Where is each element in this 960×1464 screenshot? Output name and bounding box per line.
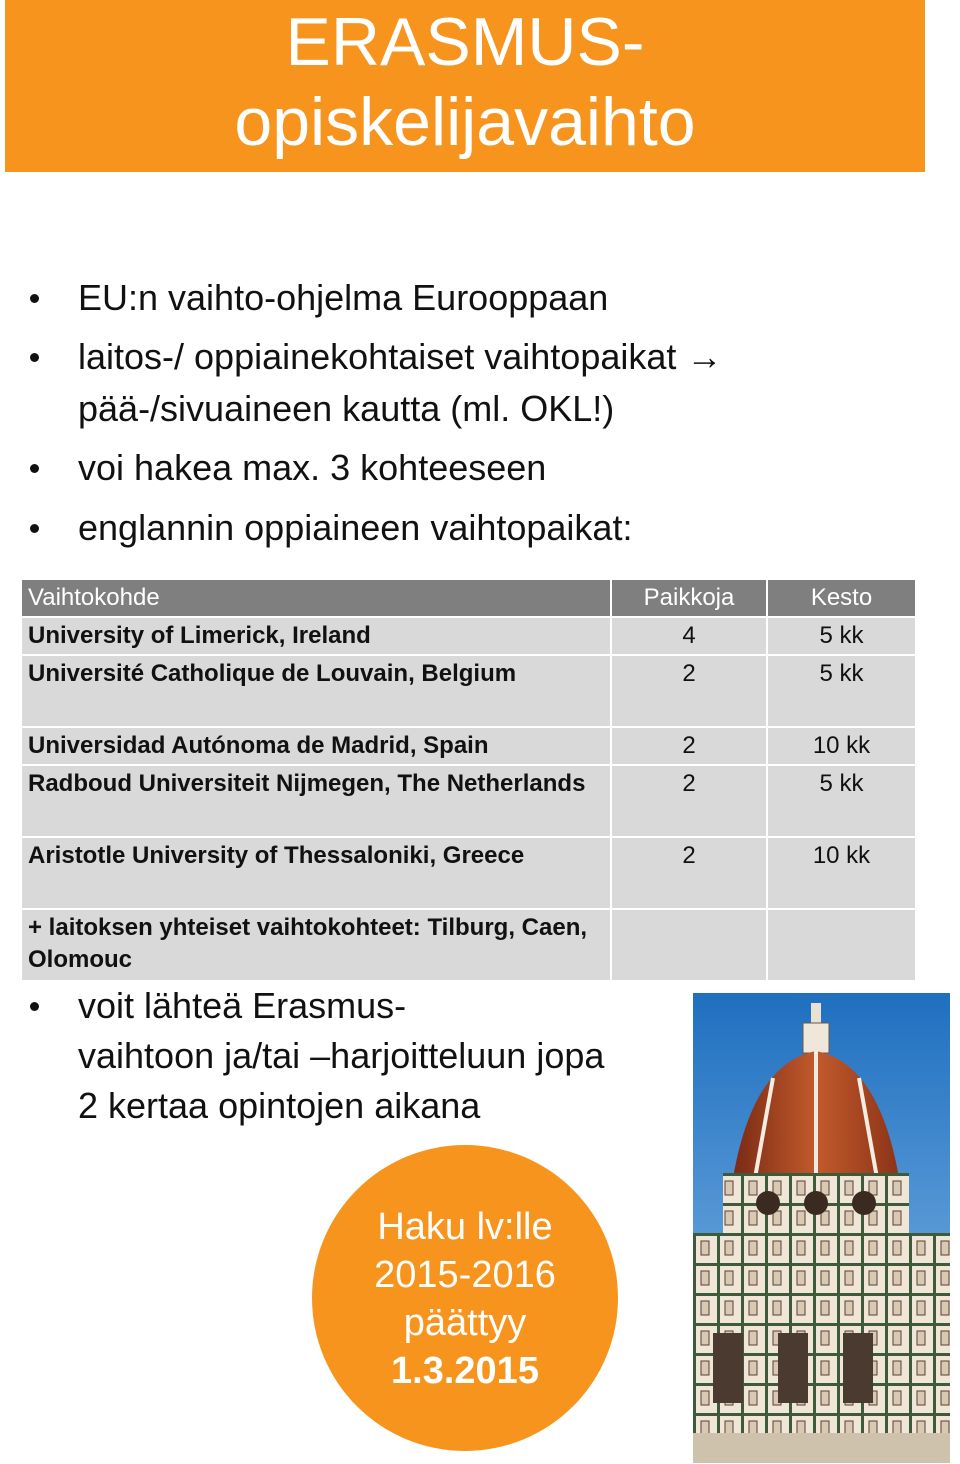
bullet-dot-icon (30, 294, 39, 303)
cell-places: 2 (611, 765, 767, 837)
callout-deadline-date: 1.3.2015 (391, 1350, 539, 1392)
table-row (21, 655, 916, 727)
cell-places (611, 909, 767, 981)
cell-destination: University of Limerick, Ireland (21, 617, 611, 655)
bullet-dot-icon (30, 524, 39, 533)
table-row (21, 617, 916, 655)
cell-destination: Université Catholique de Louvain, Belgium (21, 655, 611, 727)
bullet-dot-icon (30, 464, 39, 473)
title-banner (5, 0, 925, 172)
callout-line-1: Haku lv:lle (377, 1206, 553, 1248)
cell-duration: 10 kk (767, 727, 916, 765)
callout-line-3: päättyy (403, 1302, 527, 1344)
title-line-1: ERASMUS- (285, 4, 645, 80)
florence-cathedral-photo-icon (693, 993, 950, 1463)
deadline-callout (312, 1145, 618, 1451)
table-row (21, 909, 916, 981)
cell-places: 2 (611, 655, 767, 727)
cell-duration: 10 kk (767, 837, 916, 909)
cell-destination: Radboud Universiteit Nijmegen, The Netherlands (21, 765, 611, 837)
title-line-2: opiskelijavaihto (234, 84, 696, 160)
cell-duration (767, 909, 916, 981)
cell-destination: Aristotle University of Thessaloniki, Greece (21, 837, 611, 909)
cell-places: 2 (611, 837, 767, 909)
column-header-destination: Vaihtokohde (21, 579, 611, 617)
column-header-places: Paikkoja (611, 579, 767, 617)
cell-destination: Universidad Autónoma de Madrid, Spain (21, 727, 611, 765)
column-header-duration: Kesto (767, 579, 916, 617)
table-row (21, 837, 916, 909)
cell-duration: 5 kk (767, 765, 916, 837)
cell-destination: + laitoksen yhteiset vaihtokohteet: Tilburg, Caen, Olomouc (21, 909, 611, 981)
bullet-dot-icon (30, 1002, 39, 1011)
cell-duration: 5 kk (767, 655, 916, 727)
table-row (21, 765, 916, 837)
cell-duration: 5 kk (767, 617, 916, 655)
cell-places: 4 (611, 617, 767, 655)
callout-line-2: 2015-2016 (374, 1254, 556, 1296)
bullet-dot-icon (30, 353, 39, 362)
table-header-row (21, 579, 916, 617)
cell-places: 2 (611, 727, 767, 765)
exchange-table (20, 578, 917, 982)
table-row (21, 727, 916, 765)
